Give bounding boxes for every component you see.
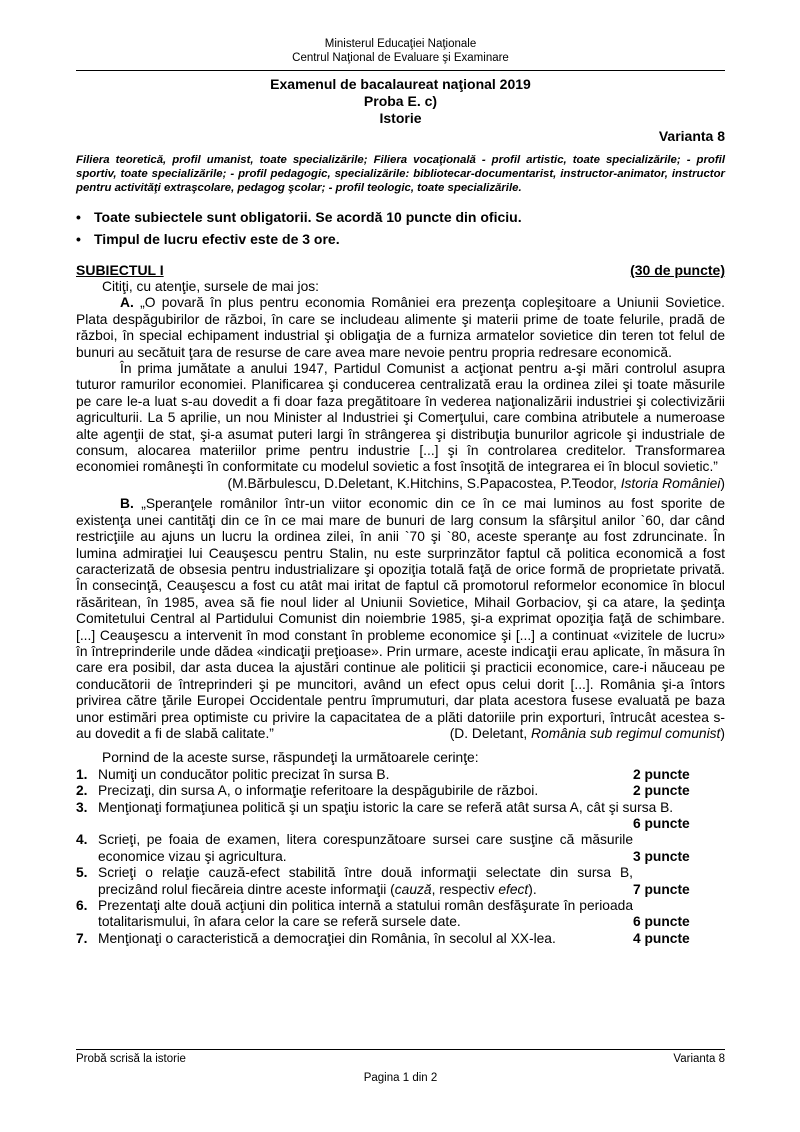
source-b-book-title: România sub regimul comunist	[530, 725, 721, 741]
question-text: Scrieţi, pe foaia de examen, litera corespunzătoare sursei care susţine că măsurile economice vizau şi agricultura.	[98, 832, 633, 864]
question-number: 5.	[76, 865, 88, 881]
rule-item: • Timpul de lucru efectiv este de 3 ore.	[76, 228, 725, 250]
source-b-citation	[406, 726, 725, 742]
question-text-part: Scrieţi o relaţie cauză-efect stabilită între două informaţii selectate din sursa B, precizând rolul fiecăreia dintre aceste informaţii (	[98, 865, 633, 897]
question-1	[76, 767, 725, 783]
source-a-cite-end: )	[720, 475, 725, 491]
source-a-paragraph-1	[76, 295, 725, 361]
question-points: 6 puncte	[633, 816, 690, 831]
question-number: 4.	[76, 832, 88, 848]
question-5	[76, 865, 725, 898]
source-a-label: A.	[120, 295, 134, 311]
rules-list	[76, 206, 725, 250]
source-b-paragraph	[76, 496, 725, 742]
question-number: 6.	[76, 898, 88, 914]
center-name: Centrul Naţional de Evaluare şi Examinare	[292, 52, 509, 64]
header-rule	[76, 70, 725, 71]
rule-item: • Toate subiectele sunt obligatorii. Se acordă 10 puncte din oficiu.	[76, 206, 725, 228]
question-points: 4 puncte	[633, 930, 690, 946]
footer-rule	[76, 1049, 725, 1050]
question-text: Prezentaţi alte două acţiuni din politica internă a statului român desfăşurate în perioada totalitarismului, în afara celor la care se referă sursele date.	[98, 898, 633, 930]
question-points: 6 puncte	[633, 914, 690, 930]
footer	[76, 1053, 725, 1065]
question-text	[98, 865, 633, 898]
source-a-text-1: „O povară în plus pentru economia României era prezenţa copleşitoare a Uniunii Sovietice. Plata despăgubirilor de război, în care se includeau alimente şi materii prime de toate felurile, pradă de război, în special echipament industrial şi obligaţia de a furniza armatelor sovietice din teren tot felul de bunuri au secătuit ţara de resurse de care avea mare nevoie pentru propria redresare economică.	[76, 295, 725, 360]
question-7	[76, 931, 725, 947]
question-text: Menţionaţi formaţiunea politică şi un spaţiu istoric la care se referă atât sursa A, cât şi sursa B.	[98, 799, 674, 815]
filiera-text: Filiera teoretică, profil umanist, toate specializările; Filiera vocaţională - profil artistic, toate specializările; - profil sportiv, toate specializările; - profil pedagogic, specializările: bibliotecar-documentarist, instructor-animator, instructor pentru activităţi extraşcolare, pedagog şcolar; - profil teologic, toate specializările.	[76, 154, 725, 194]
question-3	[76, 800, 725, 833]
question-number: 1.	[76, 766, 88, 782]
questions-intro: Pornind de la aceste surse, răspundeţi la următoarele cerinţe:	[102, 750, 479, 766]
source-b-label: B.	[120, 496, 134, 512]
question-text-wrap	[98, 800, 725, 833]
question-text-italic: cauză	[394, 881, 432, 897]
question-text: Numiţi un conducător politic precizat în sursa B.	[98, 766, 390, 782]
question-points: 2 puncte	[633, 783, 690, 799]
variant-label: Varianta 8	[658, 128, 725, 144]
question-text-italic: efect	[498, 881, 529, 897]
subject-heading	[76, 262, 725, 278]
question-text-part: ).	[528, 881, 537, 897]
page-number: Pagina 1 din 2	[363, 1072, 438, 1084]
question-points: 2 puncte	[633, 766, 690, 782]
question-text-wrap	[98, 832, 633, 865]
intro-text: Citiţi, cu atenţie, sursele de mai jos:	[102, 279, 320, 294]
ministry-name: Ministerul Educaţiei Naţionale	[324, 38, 477, 50]
question-4	[76, 832, 725, 865]
source-a-book-title: Istoria României	[620, 475, 721, 491]
subject-title: SUBIECTUL I	[76, 262, 164, 278]
source-a-authors: (M.Bărbulescu, D.Deletant, K.Hitchins, S.Papacostea, P.Teodor,	[227, 475, 621, 491]
footer-left: Probă scrisă la istorie	[76, 1053, 186, 1065]
source-b-author: (D. Deletant,	[449, 725, 531, 741]
question-text-part: , respectiv	[431, 881, 499, 897]
source-a-paragraph-2: În prima jumătate a anului 1947, Partidul Comunist a acţionat pentru a-şi mări controlul asupra tuturor ramurilor economiei. Planificarea şi conducerea centralizată erau la ordinea zilei şi toate măsurile pe care le-a luat s-au dovedit a fi doar faza pregătitoare în vederea naţionalizării industriei şi colectivizării agriculturii. La 5 aprilie, un nou Minister al Industriei şi Comerţului, care combina atributele a numeroase alte agenţii de stat, şi-a asumat puteri largi în strângerea şi distribuţia bunurilor agricole şi industriale de consum, alocarea materiilor prime pentru industrie [...] şi în controlarea creditelor. Transformarea economiei româneşti în conformitate cu modelul sovietic a fost însoţită de integrarea ei în blocul sovietic.”	[76, 361, 725, 475]
question-number: 2.	[76, 783, 88, 799]
exam-title	[76, 76, 725, 127]
question-number: 3.	[76, 799, 88, 815]
source-b-text: „Speranţele românilor într-un viitor economic din ce în ce mai luminos au fost sporite de existenţa unei cantităţi din ce în ce mai mare de bunuri de larg consum la sfârşitul anilor `60, dar când restricţiile au ajuns un lucru la ordinea zilei, în anii `70 şi `80, aceste speranţe au fost zdruncinate. În lumina admiraţiei lui Ceauşescu pentru Stalin, nu este surprinzător faptul că politica economică a fost caracterizată de obsesia pentru industrializare şi opoziţia totală faţă de orice formă de proprietate privată. În consecinţă, Ceauşescu a fost cu atât mai iritat de faptul că promotorul reformelor economice în blocul răsăritean, în 1985, avea să fie noul lider al Uniunii Sovietice, Mihail Gorbaciov, şi ca atare, la şedinţa Comitetului Central al Partidului Comunist din noiembrie 1985, şi-a exprimat opoziţia faţă de schimbare. [...] Ceauşescu a intervenit în mod constant în probleme economice şi [...] a continuat «vizitele de lucru» în întreprinderile unde dădea «indicaţii preţioase». Prin urmare, aceste indicaţii erau aplicate, în măsura în care era posibil, dar asta ducea la ajustări continue ale politicii şi practicii economice, care-i năuceau pe conducătorii de întreprinderi şi pe muncitori, având un efect opus celui dorit [...]. România şi-a întors privirea către ţările Europei Occidentale pentru împrumuturi, dar plata acestora fusese evaluată pe baza unor estimări prea optimiste cu privire la capacitatea de a plăti datoriile prin exporturi, întrucât acestea s-au dovedit a fi de slabă calitate.”	[76, 496, 725, 741]
title-line-2: Proba E. c)	[363, 93, 438, 109]
question-points: 7 puncte	[633, 881, 690, 897]
footer-right: Varianta 8	[673, 1053, 725, 1065]
title-line-3: Istorie	[379, 110, 422, 126]
question-text: Precizaţi, din sursa A, o informaţie referitoare la despăgubirile de război.	[98, 783, 539, 799]
question-2	[76, 783, 725, 799]
question-number: 7.	[76, 930, 88, 946]
title-line-1: Examenul de bacalaureat naţional 2019	[270, 76, 531, 92]
source-b-cite-end: )	[720, 725, 725, 741]
subject-points: (30 de puncte)	[630, 262, 725, 278]
source-a-citation	[76, 476, 725, 492]
header	[76, 37, 725, 65]
question-points: 3 puncte	[633, 848, 690, 864]
question-6	[76, 898, 725, 931]
subject-body	[76, 279, 725, 947]
question-text: Menţionaţi o caracteristică a democraţiei din România, în secolul al XX-lea.	[98, 930, 556, 946]
